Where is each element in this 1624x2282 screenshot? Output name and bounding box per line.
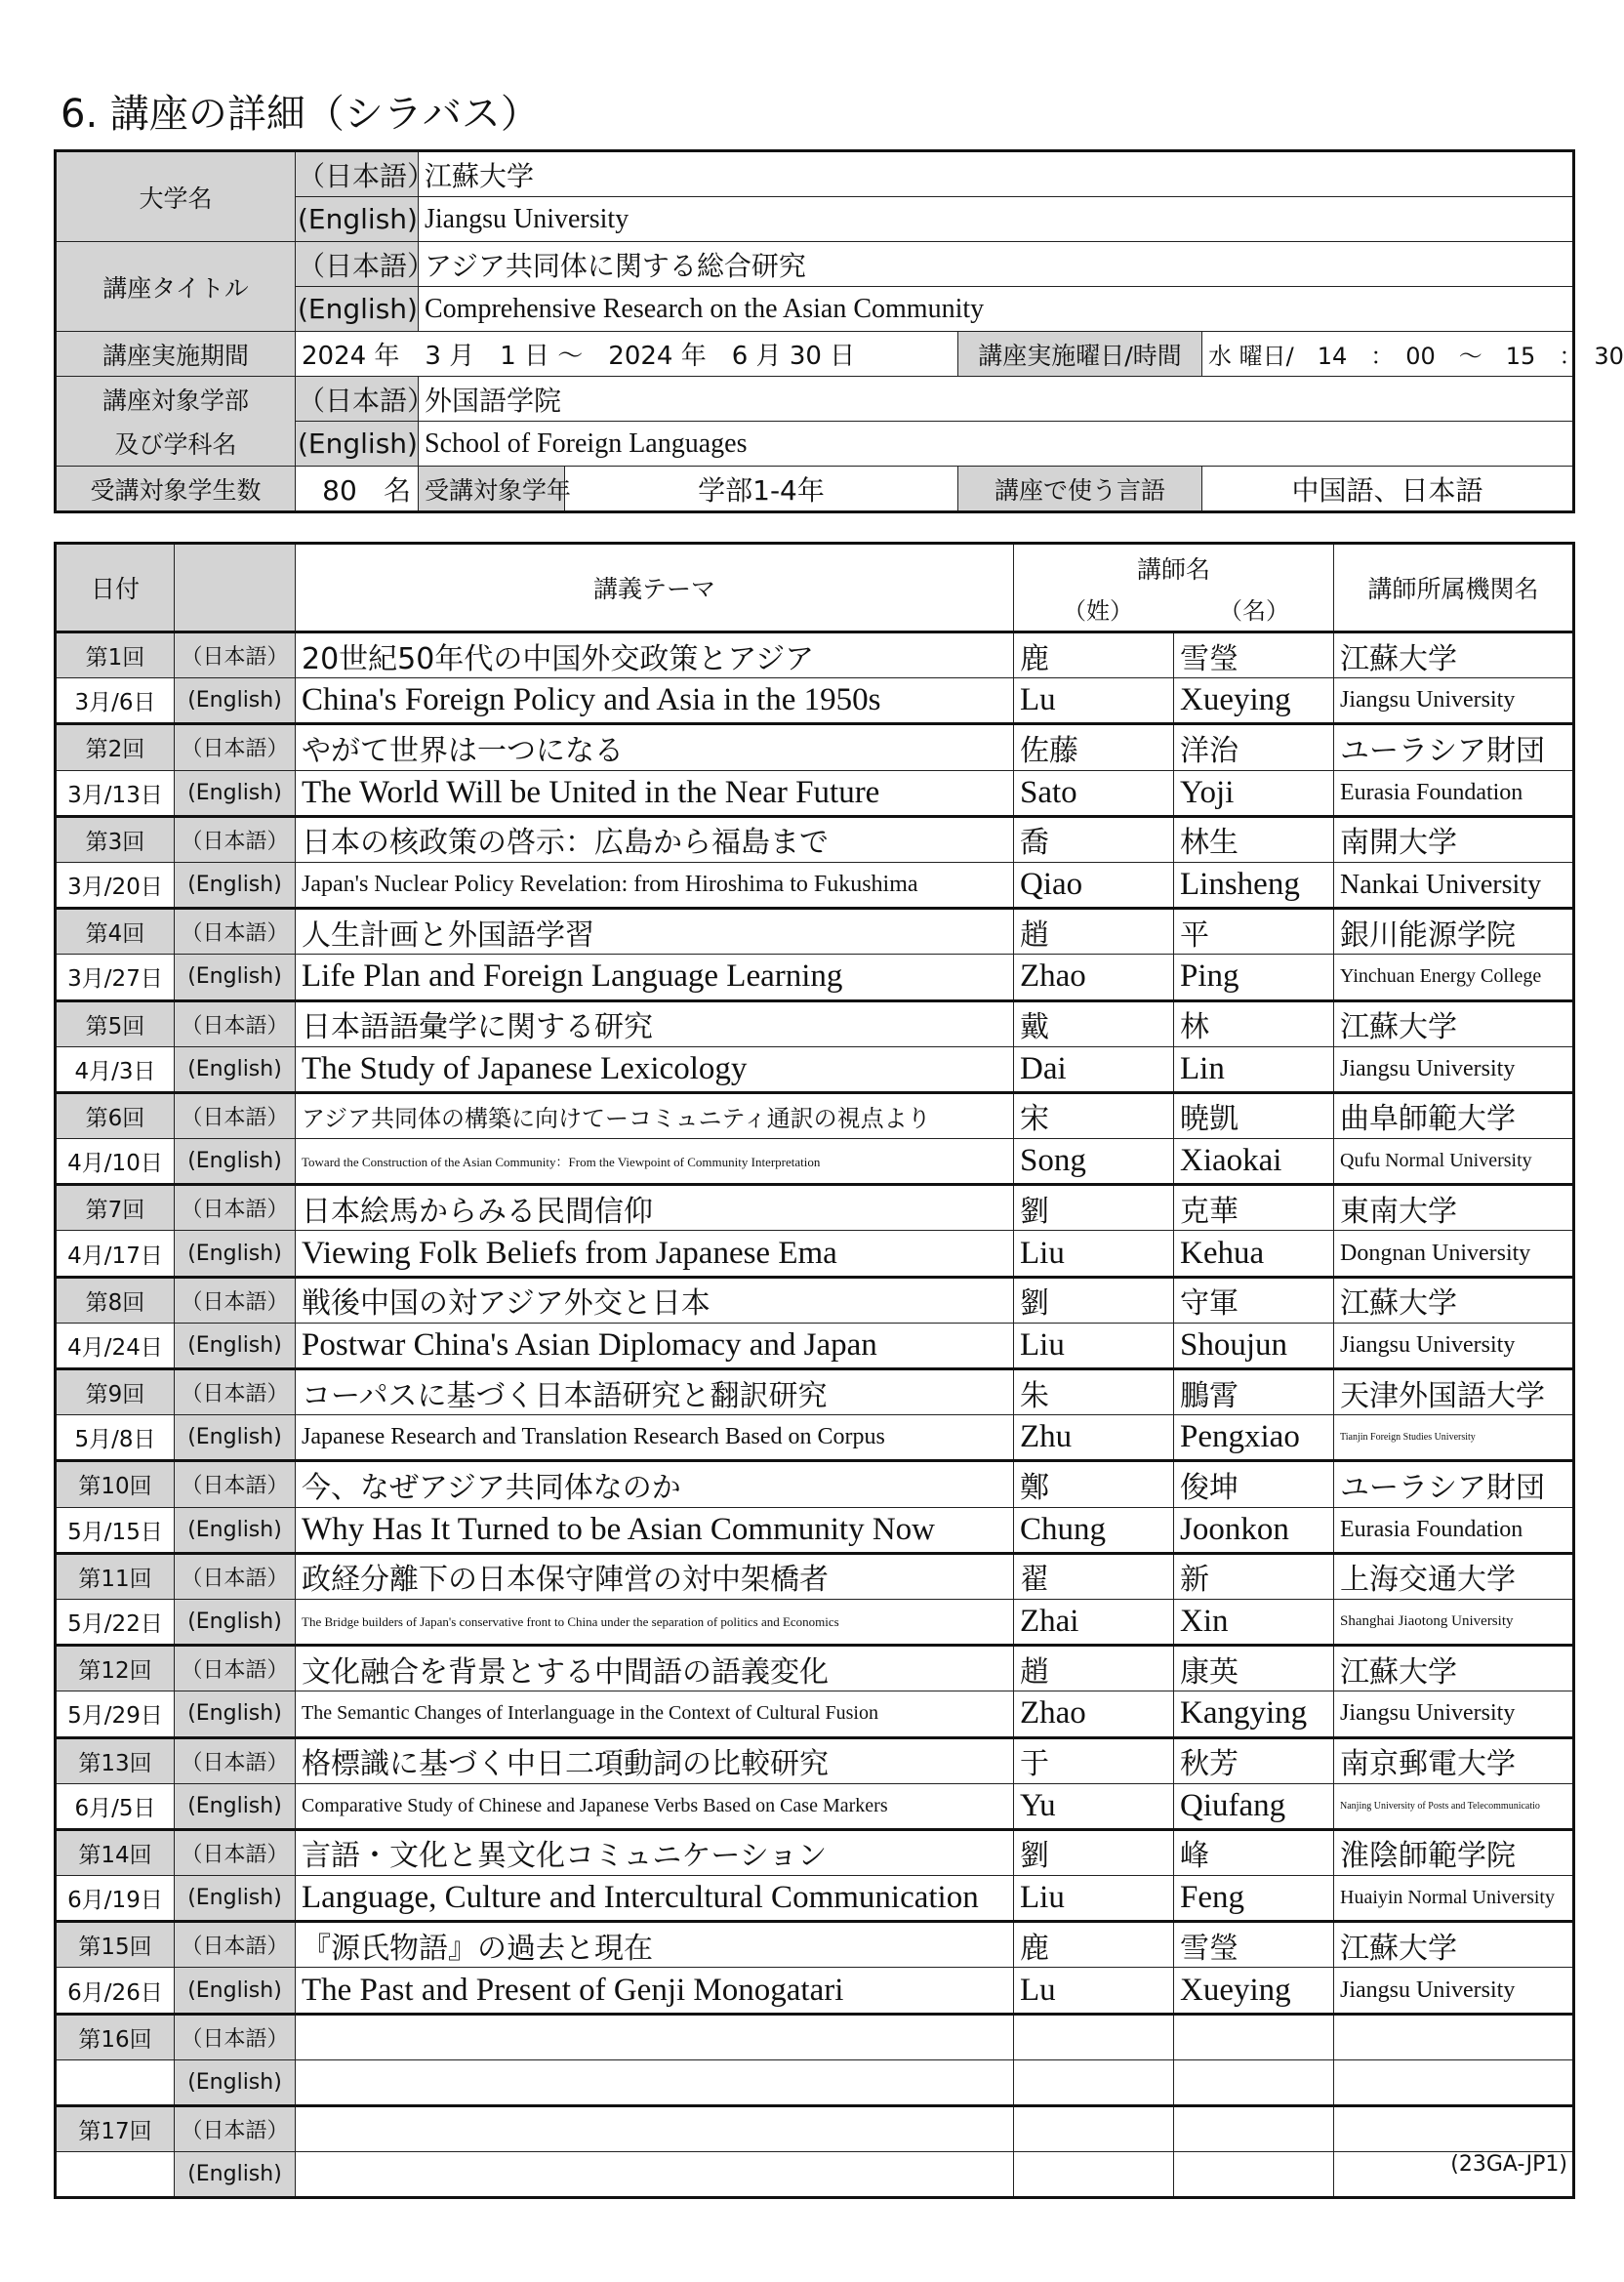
affiliation-en: Yinchuan Energy College (1334, 955, 1574, 1000)
given-name-en: Ping (1174, 955, 1334, 1000)
date-header: 日付 (56, 544, 175, 632)
lang-tag: （日本語） (175, 1277, 296, 1323)
lecture-date: 5月/29日 (56, 1691, 175, 1737)
affiliation-en: Dongnan University (1334, 1231, 1574, 1277)
affiliation-ja: 南開大学 (1334, 816, 1574, 862)
course-title-label: 講座タイトル (56, 242, 296, 332)
theme-en: Viewing Folk Beliefs from Japanese Ema (296, 1231, 1014, 1277)
theme-ja (296, 2014, 1014, 2059)
affiliation-en (1334, 2059, 1574, 2105)
lecture-row-ja (56, 1553, 1574, 1599)
lecture-row-en (56, 1783, 1574, 1829)
lecture-row-ja (56, 909, 1574, 955)
lang-tag: （日本語） (175, 1553, 296, 1599)
surname-ja: 鹿 (1014, 632, 1174, 678)
affiliation-ja: 淮陰師範学院 (1334, 1829, 1574, 1875)
affiliation-header: 講師所属機関名 (1334, 544, 1574, 632)
lecturer-header (1014, 544, 1334, 632)
theme-ja: 日本絵馬からみる民間信仰 (296, 1185, 1014, 1231)
theme-en: Postwar China's Asian Diplomacy and Japan (296, 1323, 1014, 1368)
given-name-en: Qiufang (1174, 1783, 1334, 1829)
theme-en: Japanese Research and Translation Research Based on Corpus (296, 1415, 1014, 1461)
lecture-date: 5月/15日 (56, 1507, 175, 1553)
lang-tag: (English) (175, 1323, 296, 1368)
lecture-row-ja (56, 2106, 1574, 2152)
affiliation-ja: 銀川能源学院 (1334, 909, 1574, 955)
period-value: 2024 年 3 月 1 日 ～ 2024 年 6 月 30 日 (296, 332, 958, 377)
given-name-ja: 新 (1174, 1553, 1334, 1599)
theme-ja: やがて世界は一つになる (296, 724, 1014, 770)
theme-ja: 文化融合を背景とする中間語の語義変化 (296, 1646, 1014, 1691)
affiliation-ja: 江蘇大学 (1334, 1922, 1574, 1968)
affiliation-ja (1334, 2014, 1574, 2059)
given-name-ja: 雪瑩 (1174, 632, 1334, 678)
given-name-en: Kehua (1174, 1231, 1334, 1277)
lang-tag: （日本語） (175, 1922, 296, 1968)
lecture-date: 6月/19日 (56, 1876, 175, 1922)
students-label: 受講対象学生数 (56, 467, 296, 512)
lecture-date: 3月/6日 (56, 678, 175, 724)
lang-tag: （日本語） (175, 1185, 296, 1231)
lecture-row-en (56, 2059, 1574, 2105)
theme-ja: 戦後中国の対アジア外交と日本 (296, 1277, 1014, 1323)
surname-ja: 趙 (1014, 1646, 1174, 1691)
lecture-row-en (56, 1046, 1574, 1092)
surname-en: Liu (1014, 1876, 1174, 1922)
lecture-date: 3月/20日 (56, 862, 175, 908)
lecture-row-ja (56, 632, 1574, 678)
form-code: (23GA-JP1) (1450, 2152, 1567, 2177)
lecture-date: 4月/10日 (56, 1139, 175, 1185)
lecture-number: 第11回 (56, 1553, 175, 1599)
affiliation-en: Jiangsu University (1334, 678, 1574, 724)
surname-en: Liu (1014, 1323, 1174, 1368)
lecture-row-en (56, 1231, 1574, 1277)
lecture-date: 5月/8日 (56, 1415, 175, 1461)
affiliation-en: Shanghai Jiaotong University (1334, 1599, 1574, 1645)
given-name-ja: 林生 (1174, 816, 1334, 862)
theme-ja: 言語・文化と異文化コミュニケーション (296, 1829, 1014, 1875)
lecture-row-ja (56, 1185, 1574, 1231)
lecture-date (56, 2059, 175, 2105)
lecture-row-ja (56, 1369, 1574, 1415)
schedule-table (54, 542, 1575, 2199)
given-name-en: Lin (1174, 1046, 1334, 1092)
lang-tag: (English) (175, 1415, 296, 1461)
theme-en: The Past and Present of Genji Monogatari (296, 1968, 1014, 2014)
students-value: 80 (322, 473, 357, 507)
lecture-date: 4月/3日 (56, 1046, 175, 1092)
surname-en: Lu (1014, 678, 1174, 724)
affiliation-ja: 江蘇大学 (1334, 632, 1574, 678)
given-name-en: Xueying (1174, 678, 1334, 724)
lang-tag: (English) (175, 862, 296, 908)
affiliation-en: Tianjin Foreign Studies University (1334, 1415, 1574, 1461)
surname-ja: 鄭 (1014, 1461, 1174, 1507)
theme-en: China's Foreign Policy and Asia in the 1950s (296, 678, 1014, 724)
course-info-table (54, 149, 1624, 513)
lecture-number: 第12回 (56, 1646, 175, 1691)
theme-en: Life Plan and Foreign Language Learning (296, 955, 1014, 1000)
lecture-row-ja (56, 724, 1574, 770)
page-title: 6. 講座の詳細（シラバス） (61, 92, 540, 137)
affiliation-en: Qufu Normal University (1334, 1139, 1574, 1185)
lecture-row-en (56, 770, 1574, 816)
affiliation-en: Jiangsu University (1334, 1691, 1574, 1737)
surname-en: Liu (1014, 1231, 1174, 1277)
lang-tag: （日本語） (175, 1000, 296, 1046)
affiliation-en: Jiangsu University (1334, 1323, 1574, 1368)
given-name-ja (1174, 2014, 1334, 2059)
given-name-ja: 鵬霄 (1174, 1369, 1334, 1415)
weekday-label: 講座実施曜日/時間 (958, 332, 1202, 377)
dept-ja: 外国語学院 (419, 377, 1574, 422)
lecture-number: 第8回 (56, 1277, 175, 1323)
lang-tag: (English) (175, 770, 296, 816)
theme-ja: 人生計画と外国語学習 (296, 909, 1014, 955)
surname-ja: 鹿 (1014, 1922, 1174, 1968)
theme-ja: コーパスに基づく日本語研究と翻訳研究 (296, 1369, 1014, 1415)
affiliation-ja: 東南大学 (1334, 1185, 1574, 1231)
lecture-row-en (56, 1876, 1574, 1922)
lecture-row-en (56, 1691, 1574, 1737)
theme-ja: 日本の核政策の啓示：広島から福島まで (296, 816, 1014, 862)
lang-tag: （日本語） (296, 151, 419, 197)
given-name-en: Linsheng (1174, 862, 1334, 908)
given-name-ja: 雪瑩 (1174, 1922, 1334, 1968)
affiliation-en: Jiangsu University (1334, 1968, 1574, 2014)
given-name-ja: 洋治 (1174, 724, 1334, 770)
lecture-number: 第9回 (56, 1369, 175, 1415)
lecture-row-ja (56, 1277, 1574, 1323)
lang-tag: (English) (175, 1783, 296, 1829)
theme-en: The World Will be United in the Near Future (296, 770, 1014, 816)
year-label: 受講対象学年 (419, 467, 565, 512)
lecturer-header-label: 講師名 (1136, 554, 1210, 584)
surname-ja: 朱 (1014, 1369, 1174, 1415)
lecture-number: 第7回 (56, 1185, 175, 1231)
lang-tag: （日本語） (175, 1092, 296, 1138)
lang-tag: （日本語） (175, 1461, 296, 1507)
surname-en: Chung (1014, 1507, 1174, 1553)
lecture-row-ja (56, 1000, 1574, 1046)
language-value: 中国語、日本語 (1202, 467, 1574, 512)
lang-tag: （日本語） (175, 1737, 296, 1783)
surname-ja: 劉 (1014, 1185, 1174, 1231)
affiliation-en: Huaiyin Normal University (1334, 1876, 1574, 1922)
given-name-ja: 守軍 (1174, 1277, 1334, 1323)
affiliation-ja: ユーラシア財団 (1334, 1461, 1574, 1507)
lang-tag: （日本語） (175, 2014, 296, 2059)
lecture-number: 第3回 (56, 816, 175, 862)
lang-header (175, 544, 296, 632)
surname-ja: 喬 (1014, 816, 1174, 862)
lang-tag: （日本語） (175, 724, 296, 770)
lang-tag: (English) (296, 197, 419, 242)
given-name-ja: 秋芳 (1174, 1737, 1334, 1783)
lecture-row-en (56, 1323, 1574, 1368)
surname-en: Yu (1014, 1783, 1174, 1829)
surname-en: Lu (1014, 1968, 1174, 2014)
lang-tag: (English) (175, 2059, 296, 2105)
theme-en: The Study of Japanese Lexicology (296, 1046, 1014, 1092)
lang-tag: (English) (175, 1876, 296, 1922)
given-header: （名） (1219, 596, 1289, 625)
surname-en: Dai (1014, 1046, 1174, 1092)
theme-en (296, 2152, 1014, 2198)
surname-ja: 戴 (1014, 1000, 1174, 1046)
surname-en: Sato (1014, 770, 1174, 816)
lang-tag: (English) (175, 1046, 296, 1092)
lecture-number: 第4回 (56, 909, 175, 955)
lang-tag: (English) (175, 1139, 296, 1185)
surname-en: Zhao (1014, 1691, 1174, 1737)
theme-en: Why Has It Turned to be Asian Community Now (296, 1507, 1014, 1553)
given-name-en: Joonkon (1174, 1507, 1334, 1553)
lang-tag: (English) (296, 422, 419, 467)
lecture-date: 4月/24日 (56, 1323, 175, 1368)
affiliation-en: Eurasia Foundation (1334, 1507, 1574, 1553)
theme-ja: 日本語語彙学に関する研究 (296, 1000, 1014, 1046)
lecture-date (56, 2152, 175, 2198)
lecture-row-ja (56, 1737, 1574, 1783)
lang-tag: （日本語） (296, 242, 419, 287)
lang-tag: (English) (296, 287, 419, 332)
surname-en: Song (1014, 1139, 1174, 1185)
lecture-date: 5月/22日 (56, 1599, 175, 1645)
surname-ja: 于 (1014, 1737, 1174, 1783)
lang-tag: （日本語） (296, 377, 419, 422)
affiliation-ja: 江蘇大学 (1334, 1000, 1574, 1046)
theme-en (296, 2059, 1014, 2105)
lang-tag: (English) (175, 1599, 296, 1645)
language-label: 講座で使う言語 (958, 467, 1202, 512)
given-name-en: Feng (1174, 1876, 1334, 1922)
lecture-number: 第13回 (56, 1737, 175, 1783)
lecture-row-en (56, 862, 1574, 908)
lecture-row-en (56, 1415, 1574, 1461)
given-name-ja: 平 (1174, 909, 1334, 955)
lecture-number: 第14回 (56, 1829, 175, 1875)
lecture-date: 3月/27日 (56, 955, 175, 1000)
given-name-en: Yoji (1174, 770, 1334, 816)
lecture-row-en (56, 955, 1574, 1000)
surname-en: Zhao (1014, 955, 1174, 1000)
affiliation-en: Jiangsu University (1334, 1046, 1574, 1092)
surname-ja: 劉 (1014, 1277, 1174, 1323)
affiliation-ja: 江蘇大学 (1334, 1646, 1574, 1691)
lang-tag: (English) (175, 678, 296, 724)
lecture-row-en (56, 1599, 1574, 1645)
affiliation-en: Eurasia Foundation (1334, 770, 1574, 816)
surname-header: （姓） (1063, 596, 1133, 625)
surname-ja: 趙 (1014, 909, 1174, 955)
surname-en: Qiao (1014, 862, 1174, 908)
lang-tag: （日本語） (175, 1369, 296, 1415)
dept-label-1: 講座対象学部 (56, 377, 296, 422)
course-title-ja: アジア共同体に関する総合研究 (419, 242, 1574, 287)
lecture-row-en (56, 1507, 1574, 1553)
surname-ja: 宋 (1014, 1092, 1174, 1138)
surname-en: Zhai (1014, 1599, 1174, 1645)
lang-tag: （日本語） (175, 816, 296, 862)
lecture-row-ja (56, 1922, 1574, 1968)
lang-tag: (English) (175, 1507, 296, 1553)
lecture-row-en (56, 1968, 1574, 2014)
theme-en: Japan's Nuclear Policy Revelation: from Hiroshima to Fukushima (296, 862, 1014, 908)
affiliation-ja: 江蘇大学 (1334, 1277, 1574, 1323)
affiliation-ja: ユーラシア財団 (1334, 724, 1574, 770)
theme-ja (296, 2106, 1014, 2152)
lang-tag: (English) (175, 1691, 296, 1737)
given-name-ja: 康英 (1174, 1646, 1334, 1691)
lecture-date: 3月/13日 (56, 770, 175, 816)
lang-tag: （日本語） (175, 1646, 296, 1691)
dept-en: School of Foreign Languages (419, 422, 1574, 467)
university-ja: 江蘇大学 (419, 151, 1574, 197)
affiliation-en: Nankai University (1334, 862, 1574, 908)
lang-tag: （日本語） (175, 1829, 296, 1875)
lecture-date: 6月/5日 (56, 1783, 175, 1829)
course-title-en: Comprehensive Research on the Asian Community (419, 287, 1574, 332)
lecture-row-ja (56, 2014, 1574, 2059)
lecture-number: 第17回 (56, 2106, 175, 2152)
theme-ja: アジア共同体の構築に向けてーコミュニティ通訳の視点より (296, 1092, 1014, 1138)
given-name-ja (1174, 2106, 1334, 2152)
surname-ja: 佐藤 (1014, 724, 1174, 770)
theme-en: Comparative Study of Chinese and Japanese Verbs Based on Case Markers (296, 1783, 1014, 1829)
surname-en (1014, 2059, 1174, 2105)
lecture-number: 第6回 (56, 1092, 175, 1138)
surname-en: Zhu (1014, 1415, 1174, 1461)
theme-ja: 格標識に基づく中日二項動詞の比較研究 (296, 1737, 1014, 1783)
lecture-number: 第16回 (56, 2014, 175, 2059)
given-name-en: Pengxiao (1174, 1415, 1334, 1461)
lecture-number: 第5回 (56, 1000, 175, 1046)
surname-ja: 劉 (1014, 1829, 1174, 1875)
lang-tag: (English) (175, 2152, 296, 2198)
given-name-ja: 俊坤 (1174, 1461, 1334, 1507)
period-label: 講座実施期間 (56, 332, 296, 377)
given-name-ja: 克華 (1174, 1185, 1334, 1231)
lecture-row-ja (56, 1461, 1574, 1507)
students-unit: 名 (384, 473, 412, 507)
weekday-value: 水 曜日/ 14 ： 00 ～ 15 ： 30 (1202, 332, 1574, 377)
university-en: Jiangsu University (419, 197, 1574, 242)
lecture-row-ja (56, 1646, 1574, 1691)
affiliation-ja (1334, 2106, 1574, 2152)
given-name-en (1174, 2059, 1334, 2105)
lecture-number: 第2回 (56, 724, 175, 770)
lang-tag: (English) (175, 955, 296, 1000)
affiliation-ja: 南京郵電大学 (1334, 1737, 1574, 1783)
given-name-ja: 暁凱 (1174, 1092, 1334, 1138)
lecture-row-ja (56, 1829, 1574, 1875)
lecture-number: 第10回 (56, 1461, 175, 1507)
affiliation-ja: 天津外国語大学 (1334, 1369, 1574, 1415)
lecture-date: 6月/26日 (56, 1968, 175, 2014)
theme-ja: 今、なぜアジア共同体なのか (296, 1461, 1014, 1507)
affiliation-ja: 曲阜師範大学 (1334, 1092, 1574, 1138)
theme-ja: 政経分離下の日本保守陣営の対中架橋者 (296, 1553, 1014, 1599)
given-name-ja: 峰 (1174, 1829, 1334, 1875)
theme-en: Toward the Construction of the Asian Community：From the Viewpoint of Community Interpretation (296, 1139, 1014, 1185)
surname-ja (1014, 2106, 1174, 2152)
surname-ja: 翟 (1014, 1553, 1174, 1599)
theme-en: Language, Culture and Intercultural Communication (296, 1876, 1014, 1922)
theme-en: The Bridge builders of Japan's conservative front to China under the separation of politics and Economics (296, 1599, 1014, 1645)
lang-tag: （日本語） (175, 2106, 296, 2152)
given-name-en: Xiaokai (1174, 1139, 1334, 1185)
surname-en (1014, 2152, 1174, 2198)
lang-tag: (English) (175, 1968, 296, 2014)
university-label: 大学名 (56, 151, 296, 242)
lecture-number: 第15回 (56, 1922, 175, 1968)
lecture-date: 4月/17日 (56, 1231, 175, 1277)
given-name-en: Shoujun (1174, 1323, 1334, 1368)
lecture-row-ja (56, 1092, 1574, 1138)
lang-tag: (English) (175, 1231, 296, 1277)
lecture-number: 第1回 (56, 632, 175, 678)
given-name-en: Kangying (1174, 1691, 1334, 1737)
given-name-en (1174, 2152, 1334, 2198)
given-name-ja: 林 (1174, 1000, 1334, 1046)
given-name-en: Xin (1174, 1599, 1334, 1645)
affiliation-ja: 上海交通大学 (1334, 1553, 1574, 1599)
lecture-row-en (56, 2152, 1574, 2198)
theme-header: 講義テーマ (296, 544, 1014, 632)
lecture-row-ja (56, 816, 1574, 862)
theme-en: The Semantic Changes of Interlanguage in the Context of Cultural Fusion (296, 1691, 1014, 1737)
given-name-en: Xueying (1174, 1968, 1334, 2014)
year-value: 学部1-4年 (565, 467, 958, 512)
lecture-row-en (56, 678, 1574, 724)
theme-ja: 20世紀50年代の中国外交政策とアジア (296, 632, 1014, 678)
lang-tag: （日本語） (175, 909, 296, 955)
lecture-row-en (56, 1139, 1574, 1185)
theme-ja: 『源氏物語』の過去と現在 (296, 1922, 1014, 1968)
surname-ja (1014, 2014, 1174, 2059)
affiliation-en: Nanjing University of Posts and Telecommunicatio (1334, 1783, 1574, 1829)
dept-label-2: 及び学科名 (56, 422, 296, 467)
lang-tag: （日本語） (175, 632, 296, 678)
